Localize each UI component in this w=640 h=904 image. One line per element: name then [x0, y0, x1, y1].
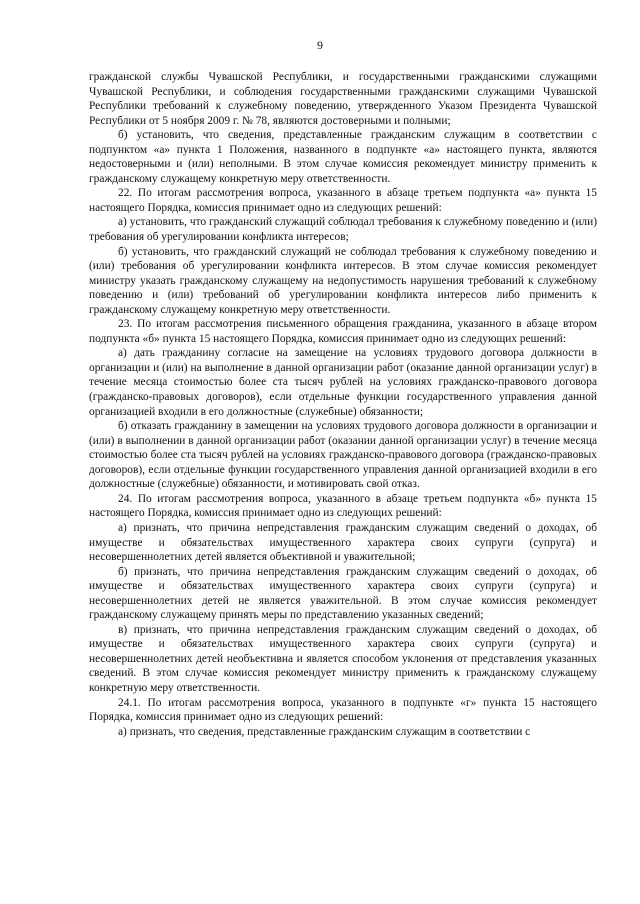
paragraph: 24. По итогам рассмотрения вопроса, указанного в абзаце третьем подпункта «б» пункта 15 настоящего Порядка, комиссия принимает одно из следующих решений: [89, 492, 597, 520]
paragraph: а) дать гражданину согласие на замещение на условиях трудового договора должности в организации и (или) на выполнение в данной организации работ (оказание данной организации услуг) в течение месяца стоимостью более ста тысяч рублей на условиях гражданско-правового договора (гражданско-правовых договоров), если отдельные функции государственного управления данной организацией входили в его должностные (служебные) обязанности; [89, 347, 597, 418]
paragraph: а) признать, что причина непредставления гражданским служащим сведений о доходах, об имуществе и обязательствах имущественного характера своих супруги (супруга) и несовершеннолетних детей является объективной и уважительной; [89, 521, 597, 564]
paragraph: 24.1. По итогам рассмотрения вопроса, указанного в подпункте «г» пункта 15 настоящего Порядка, комиссия принимает одно из следующих решений: [89, 696, 597, 724]
paragraph: б) установить, что гражданский служащий не соблюдал требования к служебному поведению и (или) требования об урегулировании конфликта интересов. В этом случае комиссия рекомендует министру указать гражданскому служащему на недопустимость нарушения требований к служебному поведению и (или) требований об урегулировании конфликта интересов либо применить к гражданскому служащему конкретную меру ответственности. [89, 245, 597, 316]
paragraph: б) установить, что сведения, представленные гражданским служащим в соответствии с подпунктом «а» пункта 1 Положения, названного в подпункте «а» настоящего пункта, являются недостоверными и (или) неполными. В этом случае комиссия рекомендует министру применить к гражданскому служащему конкретную меру ответственности. [89, 129, 597, 185]
document-body [89, 70, 597, 739]
paragraph: а) признать, что сведения, представленные гражданским служащим в соответствии с [118, 725, 531, 738]
paragraph: гражданской службы Чувашской Республики, и государственными гражданскими служащими Чувашской Республики, и соблюдения государственными гражданскими служащими Чувашской Республики требований к служебному поведению, утвержденного Указом Президента Чувашской Республики от 5 ноября 2009 г. № 78, являются достоверными и полными; [89, 71, 597, 127]
paragraph: б) признать, что причина непредставления гражданским служащим сведений о доходах, об имуществе и обязательствах имущественного характера своих супруги (супруга) и несовершеннолетних детей не является уважительной. В этом случае комиссия рекомендует гражданскому служащему принять меры по представлению указанных сведений; [89, 565, 597, 622]
paragraph: б) отказать гражданину в замещении на условиях трудового договора должности в организации и (или) в выполнении в данной организации работ (оказании данной организации услуг) в течение месяца стоимостью более ста тысяч рублей на условиях гражданско-правового договора (гражданско-правовых договоров), если отдельные функции государственного управления данной организацией входили в его должностные (служебные) обязанности, и мотивировать свой отказ. [89, 420, 597, 491]
paragraph: в) признать, что причина непредставления гражданским служащим сведений о доходах, об имуществе и обязательствах имущественного характера своих супруги (супруга) и несовершеннолетних детей необъективна и является способом уклонения от представления указанных сведений. В этом случае комиссия рекомендует министру применить к гражданскому служащему конкретную меру ответственности. [89, 623, 597, 694]
paragraph: 22. По итогам рассмотрения вопроса, указанного в абзаце третьем подпункта «а» пункта 15 настоящего Порядка, комиссия принимает одно из следующих решений: [89, 187, 597, 214]
paragraph: 23. По итогам рассмотрения письменного обращения гражданина, указанного в абзаце втором подпункта «б» пункта 15 настоящего Порядка, комиссия принимает одно из следующих решений: [89, 318, 597, 345]
paragraph: а) установить, что гражданский служащий соблюдал требования к служебному поведению и (или) требования об урегулировании конфликта интересов; [89, 216, 597, 244]
page-number: 9 [317, 38, 323, 52]
